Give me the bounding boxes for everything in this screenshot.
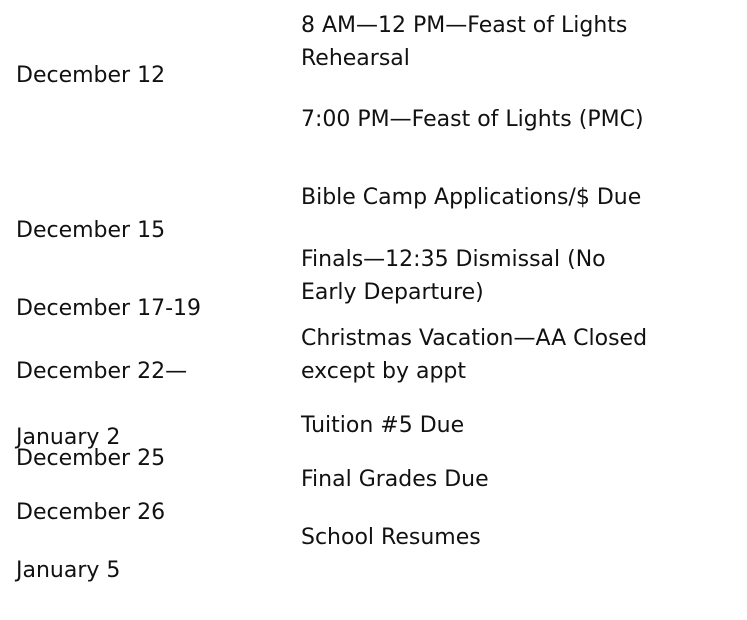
- date-line: December 15: [16, 218, 166, 243]
- schedule-event: [301, 521, 741, 554]
- schedule-event: [301, 463, 741, 496]
- schedule-event: [301, 322, 741, 388]
- date-line: December 12: [16, 63, 166, 88]
- schedule-date: [16, 521, 286, 620]
- event-line: 7:00 PM—Feast of Lights (PMC): [301, 107, 644, 132]
- schedule-event: [301, 243, 741, 309]
- event-line: except by appt: [301, 359, 467, 384]
- date-line: December 25: [16, 446, 166, 471]
- event-line: Christmas Vacation—AA Closed: [301, 326, 648, 351]
- date-line: December 22—: [16, 359, 188, 384]
- schedule-event: [301, 103, 741, 136]
- event-line: Rehearsal: [301, 46, 410, 71]
- event-line: Finals—12:35 Dismissal (No: [301, 247, 606, 272]
- event-line: Final Grades Due: [301, 467, 489, 492]
- date-line: December 17-19: [16, 296, 202, 321]
- event-line: School Resumes: [301, 525, 481, 550]
- schedule-event: [301, 409, 741, 442]
- event-line: Bible Camp Applications/$ Due: [301, 185, 642, 210]
- schedule-event: [301, 9, 741, 75]
- schedule-date: [16, 26, 286, 125]
- event-line: Tuition #5 Due: [301, 413, 465, 438]
- event-line: Early Departure): [301, 280, 484, 305]
- schedule-event: [301, 181, 741, 214]
- date-line: January 5: [16, 558, 121, 583]
- date-line: December 26: [16, 500, 166, 525]
- date-line: January 2: [16, 425, 121, 450]
- event-line: 8 AM—12 PM—Feast of Lights: [301, 13, 628, 38]
